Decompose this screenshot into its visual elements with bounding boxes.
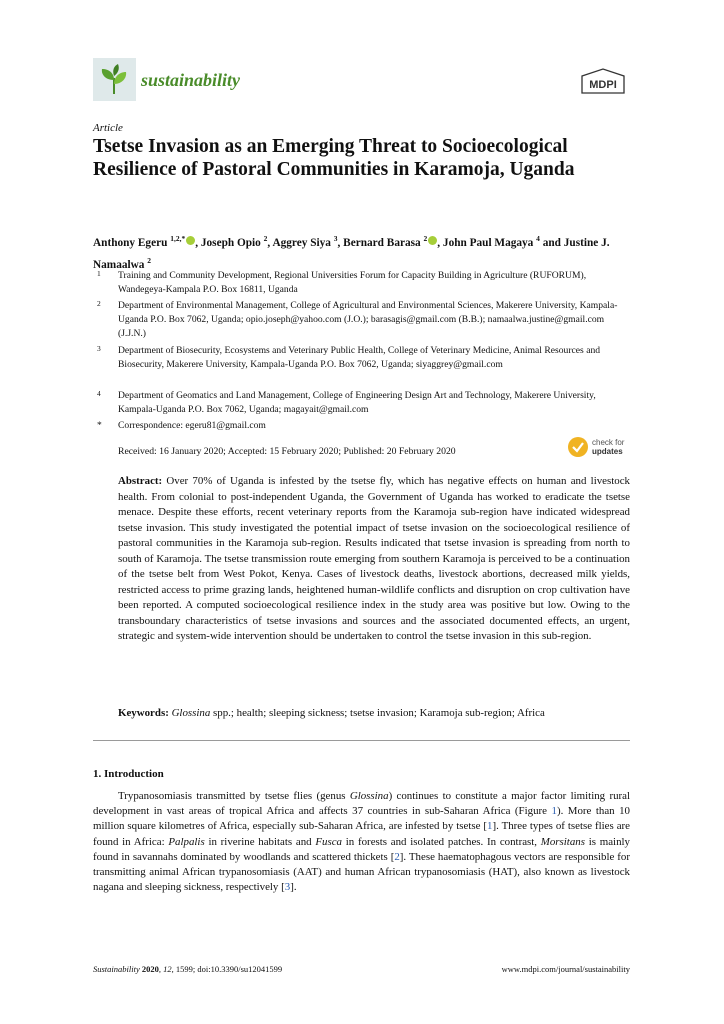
author-affiliation-marker: 2 [147, 255, 152, 265]
check-updates-line1: check for [592, 438, 625, 447]
orcid-icon[interactable] [428, 236, 437, 245]
correspondence-text: Correspondence: egeru81@gmail.com [118, 420, 266, 431]
citation-link[interactable]: 1 [487, 820, 493, 833]
author-affiliation-marker: 2 [263, 234, 268, 243]
text-run: Trypanosomiasis transmitted by tsetse flies (genus [118, 790, 350, 802]
affiliation-1 [93, 269, 633, 297]
author-separator: , [267, 236, 273, 249]
text-run: in forests and isolated patches. In contrast, [342, 835, 541, 848]
intro-paragraph [93, 789, 630, 895]
footer-volume: 12 [163, 964, 172, 974]
author-name[interactable]: Justine J. Namaalwa [93, 236, 610, 271]
affiliation-number: 2 [97, 299, 101, 308]
author-name[interactable]: Bernard Barasa [343, 236, 421, 249]
text-run: ]. [290, 881, 297, 894]
text-run: ]. Three types of tsetse flies are found in Africa: [93, 820, 630, 848]
check-updates-icon [568, 437, 588, 457]
author-separator: , [437, 236, 443, 249]
check-updates-line2: updates [592, 447, 623, 456]
affiliation-text: Department of Geomatics and Land Management, College of Engineering Design Art and Technology, Makerere University, Kampala-Uganda P.O. Box 7062, Uganda; magayait@gmail.com [118, 390, 596, 415]
section-heading: 1. Introduction [93, 768, 164, 780]
author-name[interactable]: John Paul Magaya [442, 236, 534, 249]
publisher-name: MDPI [589, 79, 617, 91]
keywords-text: spp.; health; sleeping sickness; tsetse invasion; Karamoja sub-region; Africa [210, 707, 545, 719]
keywords [118, 706, 630, 722]
text-run: ]. These haematophagous vectors are responsible for transmitting animal African trypanosomiasis (AAT) and human African trypanosomiasis (HAT), also known as livestock nagana and sleeping sickness, respectively [ [93, 850, 630, 894]
text-run: is mainly found in savannahs dominated by woodlands and scattered thickets [ [93, 835, 630, 863]
abstract-text: Over 70% of Uganda is infested by the tsetse fly, which has negative effects on human and livestock health. From colonial to post-independent Uganda, the Government of Uganda has worked to eradicate the tsetse menace. Despite these efforts, recent veterinary reports from the Karamoja sub-region have indicated widespread tsetse invasion. This study investigated the potential impact of tsetse invasion on the socioecological resilience of pastoral communities in the Karamoja sub-region. Results indicated that tsetse invasion is spreading from north to south of Karamoja. The tsetse transmission route emerging from southern Karamoja is perceived to be a continuation of the tsetse belt from West Pokot, Kenya. Cases of livestock deaths, livestock abortions, decreased milk yields, restricted access to prime grazing lands, heightened human-wildlife conflicts and disruption on crop cultivation have been reported. A computed socioecological resilience index in the study area was positive but low. Owing to the transboundary characteristics of tsetse invasions and sources and the associated documented effects, an urgent, strategic and system-wide intervention should be undertaken to control the tsetse invasion in this sub-region. [118, 475, 630, 642]
correspondence [93, 419, 633, 433]
affiliation-4 [93, 389, 633, 417]
footer-citation: Sustainability 2020, 12, 1599; doi:10.3390/su12041599 [93, 964, 283, 974]
text-run: ). More than 10 million square kilometres of Africa, especially sub-Saharan Africa, are infested by tsetse [ [93, 805, 630, 833]
affiliation-number: 4 [97, 389, 101, 398]
section-divider [93, 740, 630, 741]
keywords-label: Keywords: [118, 707, 169, 719]
publication-dates: Received: 16 January 2020; Accepted: 15 February 2020; Published: 20 February 2020 [118, 446, 456, 457]
author-affiliation-marker: 4 [536, 234, 540, 243]
author-separator: and [539, 236, 564, 249]
author-affiliation-marker: 2 [423, 234, 428, 243]
journal-logo [93, 58, 136, 101]
author-name[interactable]: Aggrey Siya [272, 236, 331, 249]
author-separator: , [195, 236, 201, 249]
species-name: Fusca [315, 835, 343, 848]
footer-journal: Sustainability [93, 964, 140, 974]
publisher-logo[interactable] [578, 68, 628, 96]
figure-link[interactable]: 1 [551, 805, 557, 818]
journal-name[interactable]: sustainability [141, 70, 241, 90]
text-run: in riverine habitats and [204, 835, 316, 848]
author-name[interactable]: Joseph Opio [200, 236, 261, 249]
author-affiliation-marker: 3 [333, 234, 338, 243]
citation-link[interactable]: 2 [394, 850, 400, 863]
orcid-icon[interactable] [186, 236, 195, 245]
page-title: Tsetse Invasion as an Emerging Threat to Socioecological Resilience of Pastoral Communities in Karamoja, Uganda [93, 136, 575, 180]
keyword-genus: Glossina [171, 707, 211, 719]
footer-url[interactable]: www.mdpi.com/journal/sustainability [501, 964, 630, 974]
affiliation-text: Training and Community Development, Regional Universities Forum for Capacity Building in Agriculture (RUFORUM), Wandegeya-Kampala P.O. Box 16811, Uganda [118, 270, 587, 295]
affiliation-2 [93, 299, 633, 340]
check-updates-button[interactable] [568, 436, 630, 460]
author-name[interactable]: Anthony Egeru [93, 236, 168, 249]
footer-doi: , 1599; doi:10.3390/su12041599 [171, 964, 283, 974]
affiliation-text: Department of Environmental Management, College of Agricultural and Environmental Sciences, Makerere University, Kampala-Uganda P.O. Box 7062, Uganda; opio.joseph@yahoo.com (J.O.); barasagis@gmail.com (B.B.); namaalwa.justine@gmail.com (J.J.N.) [118, 300, 618, 339]
affiliation-number: 3 [97, 344, 101, 353]
footer-year: 2020 [141, 964, 159, 974]
author-affiliation-marker: 1,2,* [170, 234, 186, 243]
affiliation-number: 1 [97, 269, 101, 278]
correspondence-marker: * [97, 420, 102, 431]
affiliation-text: Department of Biosecurity, Ecosystems and Veterinary Public Health, College of Veterinary Medicine, Animal Resources and Biosecurity, Makerere University, Kampala-Uganda P.O. Box 7062, Uganda; siyaggrey@gmail.com [118, 345, 601, 370]
article-type: Article [93, 122, 123, 134]
species-name: Palpalis [168, 835, 205, 848]
citation-link[interactable]: 3 [284, 881, 291, 894]
species-name: Morsitans [540, 835, 585, 848]
leaf-icon [93, 58, 136, 101]
author-list [93, 230, 653, 274]
affiliation-3 [93, 344, 633, 372]
genus-name: Glossina [349, 790, 389, 802]
abstract-label: Abstract: [118, 475, 163, 487]
author-separator: , [337, 236, 344, 249]
text-run: ) continues to constitute a major factor limiting rural development in vast areas of tropical Africa and affects 37 countries in sub-Saharan Africa (Figure [93, 790, 630, 818]
check-updates-label [592, 438, 624, 456]
abstract [118, 474, 630, 645]
